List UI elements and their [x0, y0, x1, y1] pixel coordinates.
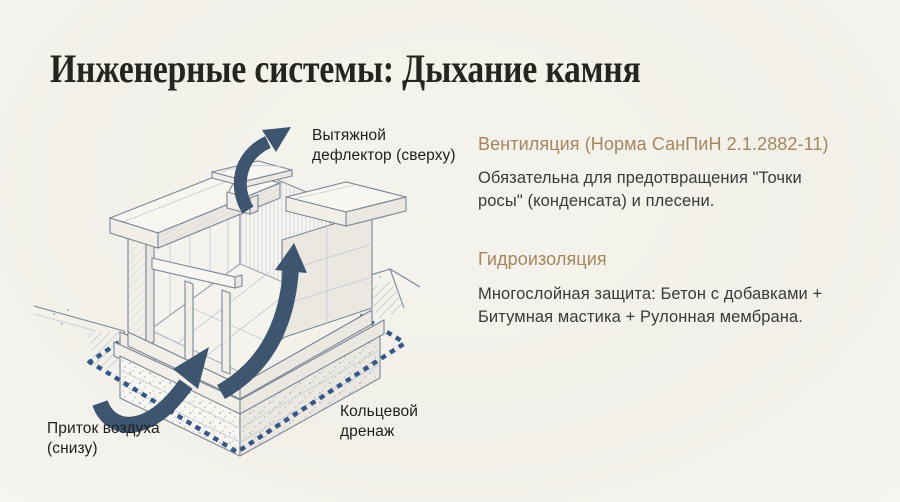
- page-title: Инженерные системы: Дыхание камня: [50, 46, 641, 91]
- label-drainage-line1: Кольцевой: [340, 403, 418, 420]
- label-drainage-line2: дренаж: [340, 423, 395, 441]
- label-exhaust-deflector: [312, 126, 456, 166]
- label-exhaust-line1: Вытяжной: [312, 127, 386, 144]
- label-air-intake: [47, 419, 160, 459]
- waterproofing-heading: Гидроизоляция: [478, 249, 607, 269]
- label-exhaust-line2: дефлектор (сверху): [312, 147, 456, 165]
- ventilation-body: Обязательна для предотвращения "Точки росы" (конденсата) и плесени.: [478, 169, 802, 210]
- ventilation-heading: Вентиляция (Норма СанПиН 2.1.2882-11): [478, 134, 829, 154]
- label-intake-line2: (снизу): [47, 440, 98, 458]
- label-intake-line1: Приток воздуха: [47, 420, 160, 437]
- label-ring-drainage: [340, 402, 418, 442]
- waterproofing-body: Многослойная защита: Бетон с добавками + Битумная мастика + Рулонная мембрана.: [478, 285, 823, 326]
